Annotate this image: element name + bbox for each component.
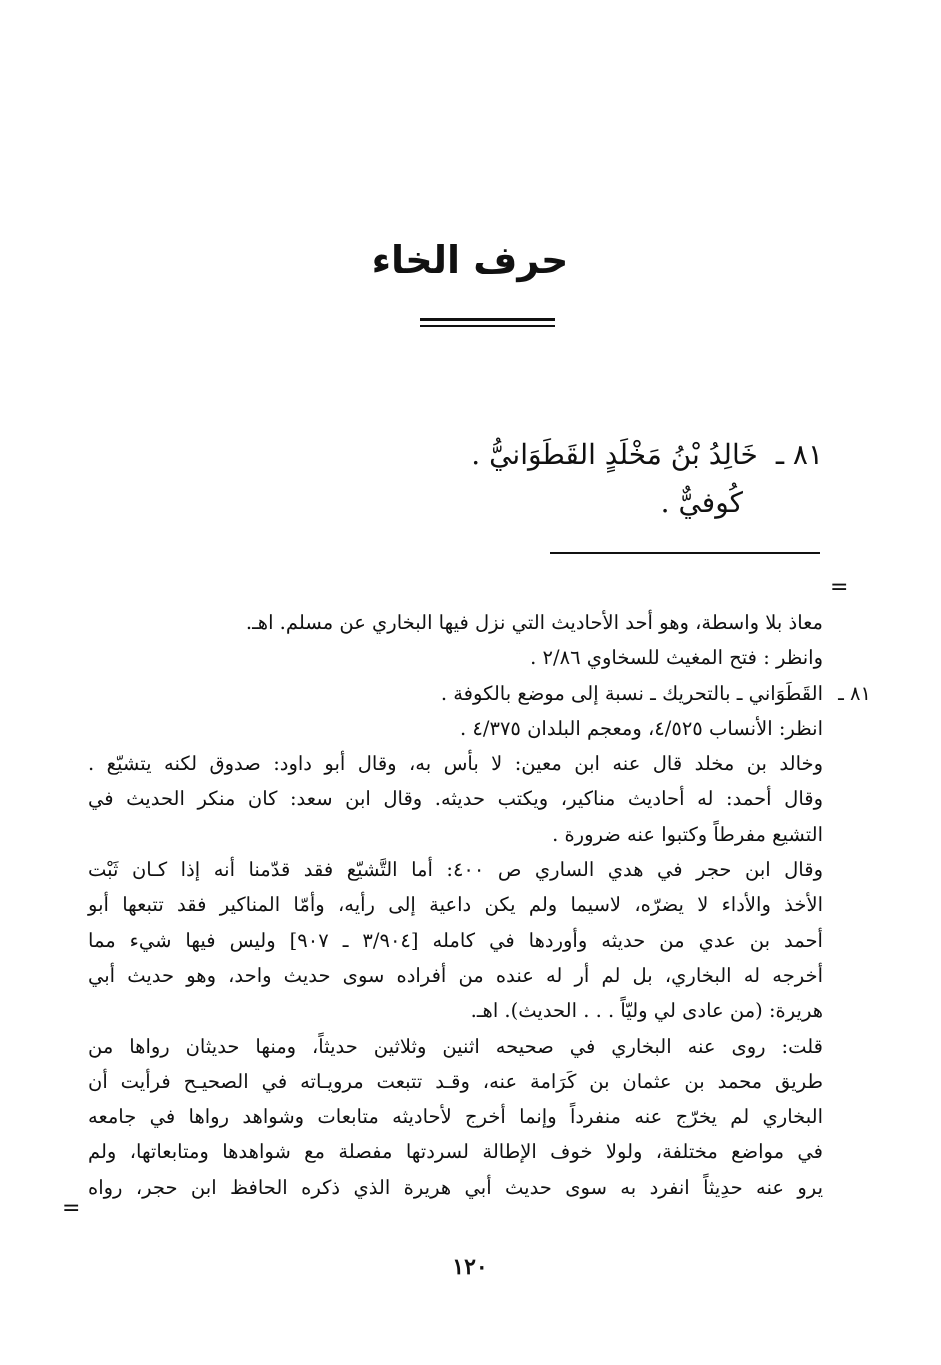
footnote-line: هريرة: (من عادى لي وليّاً . . . الحديث). اهـ.: [470, 999, 823, 1023]
entry-origin: كُوفيٌّ .: [660, 486, 743, 519]
footnote-line: أخرجه له البخاري، بل لم أر له عنده من أفراده سوى حديث واحد، وهو حديث أبي: [88, 963, 823, 987]
page-number: ١٢٠: [452, 1254, 488, 1280]
footnote-line: في مواضع مختلفة، ولولا خوف الإطالة لسردتها مفصلة مع شواهدها ومتابعاتها، ولم: [88, 1140, 823, 1164]
entry-heading: [263, 438, 823, 471]
footnote-line: قلت: روى عنه البخاري في صحيحه اثنين وثلاثين حديثاً، ومنها حديثان رواها من: [88, 1034, 823, 1058]
footnote-line: وقال أحمد: له أحاديث مناكير، ويكتب حديثه. وقال ابن سعد: كان منكر الحديث في: [88, 787, 823, 811]
footnote-line: يرو عنه حدِيثاً انفرد به سوى حديث أبي هريرة الذي ذكره الحافظ ابن حجر، رواه: [88, 1175, 823, 1199]
entry-name: خَالِدُ بْنُ مَخْلَدٍ القَطَوَانيُّ .: [471, 438, 758, 471]
footnote-number: ٨١ ـ: [838, 681, 871, 705]
footnote-line: وخالد بن مخلد قال عنه ابن معين: لا بأس به، وقال أبو داود: صدوق لكنه يتشيّع .: [88, 752, 823, 776]
footnote-line: الأخذ والأداء لا يضرّه، لاسيما ولم يكن داعية إلى رأيه، وأمّا المناكير فقد تتبعها أبو: [88, 893, 823, 917]
footnote-line: أحمد بن عدي من حديثه وأوردها في كامله [٣/٩٠٤ ـ ٩٠٧] وليس فيها شيء مما: [88, 928, 823, 952]
footnotes: [88, 605, 871, 1205]
footnote-line-81: ٨١ ـ القَطَوَاني ـ بالتحريك ـ نسبة إلى موضع بالكوفة .: [88, 676, 823, 711]
continuation-mark-bottom: =: [62, 1196, 81, 1221]
continuation-mark-top: =: [830, 575, 849, 600]
chapter-title: حرف الخاء: [371, 238, 569, 282]
footnote-line: وقال ابن حجر في هدي الساري ص ٤٠٠: أما التَّشيّع فقد قدّمنا أنه إذا كـان ثَبْت: [88, 858, 823, 882]
title-underline-bottom: [420, 325, 555, 327]
footnote-line: معاذ بلا واسطة، وهو أحد الأحاديث التي نزل فيها البخاري عن مسلم. اهـ.: [245, 611, 823, 634]
title-underline-top: [420, 318, 555, 321]
footnote-line: وانظر : فتح المغيث للسخاوي ٢/٨٦ .: [530, 646, 823, 670]
entry-number: ٨١ ـ: [775, 438, 823, 471]
footnote-line: طريق محمد بن عثمان بن كَرَامة عنه، وقـد تتبعت مرويـاته في الصحيـح فرأيت أن: [88, 1069, 823, 1093]
footnote-line: انظر: الأنساب ٤/٥٢٥، ومعجم البلدان ٤/٣٧٥ .: [460, 716, 823, 740]
footnote-separator: [550, 552, 820, 554]
footnote-line: التشيع مفرطاً وكتبوا عنه ضرورة .: [552, 822, 823, 846]
footnote-line: البخاري لم يخرّج عنه منفرداً وإنما أخرج لأحاديثه متابعات وشواهد رواها في جامعه: [88, 1105, 823, 1129]
